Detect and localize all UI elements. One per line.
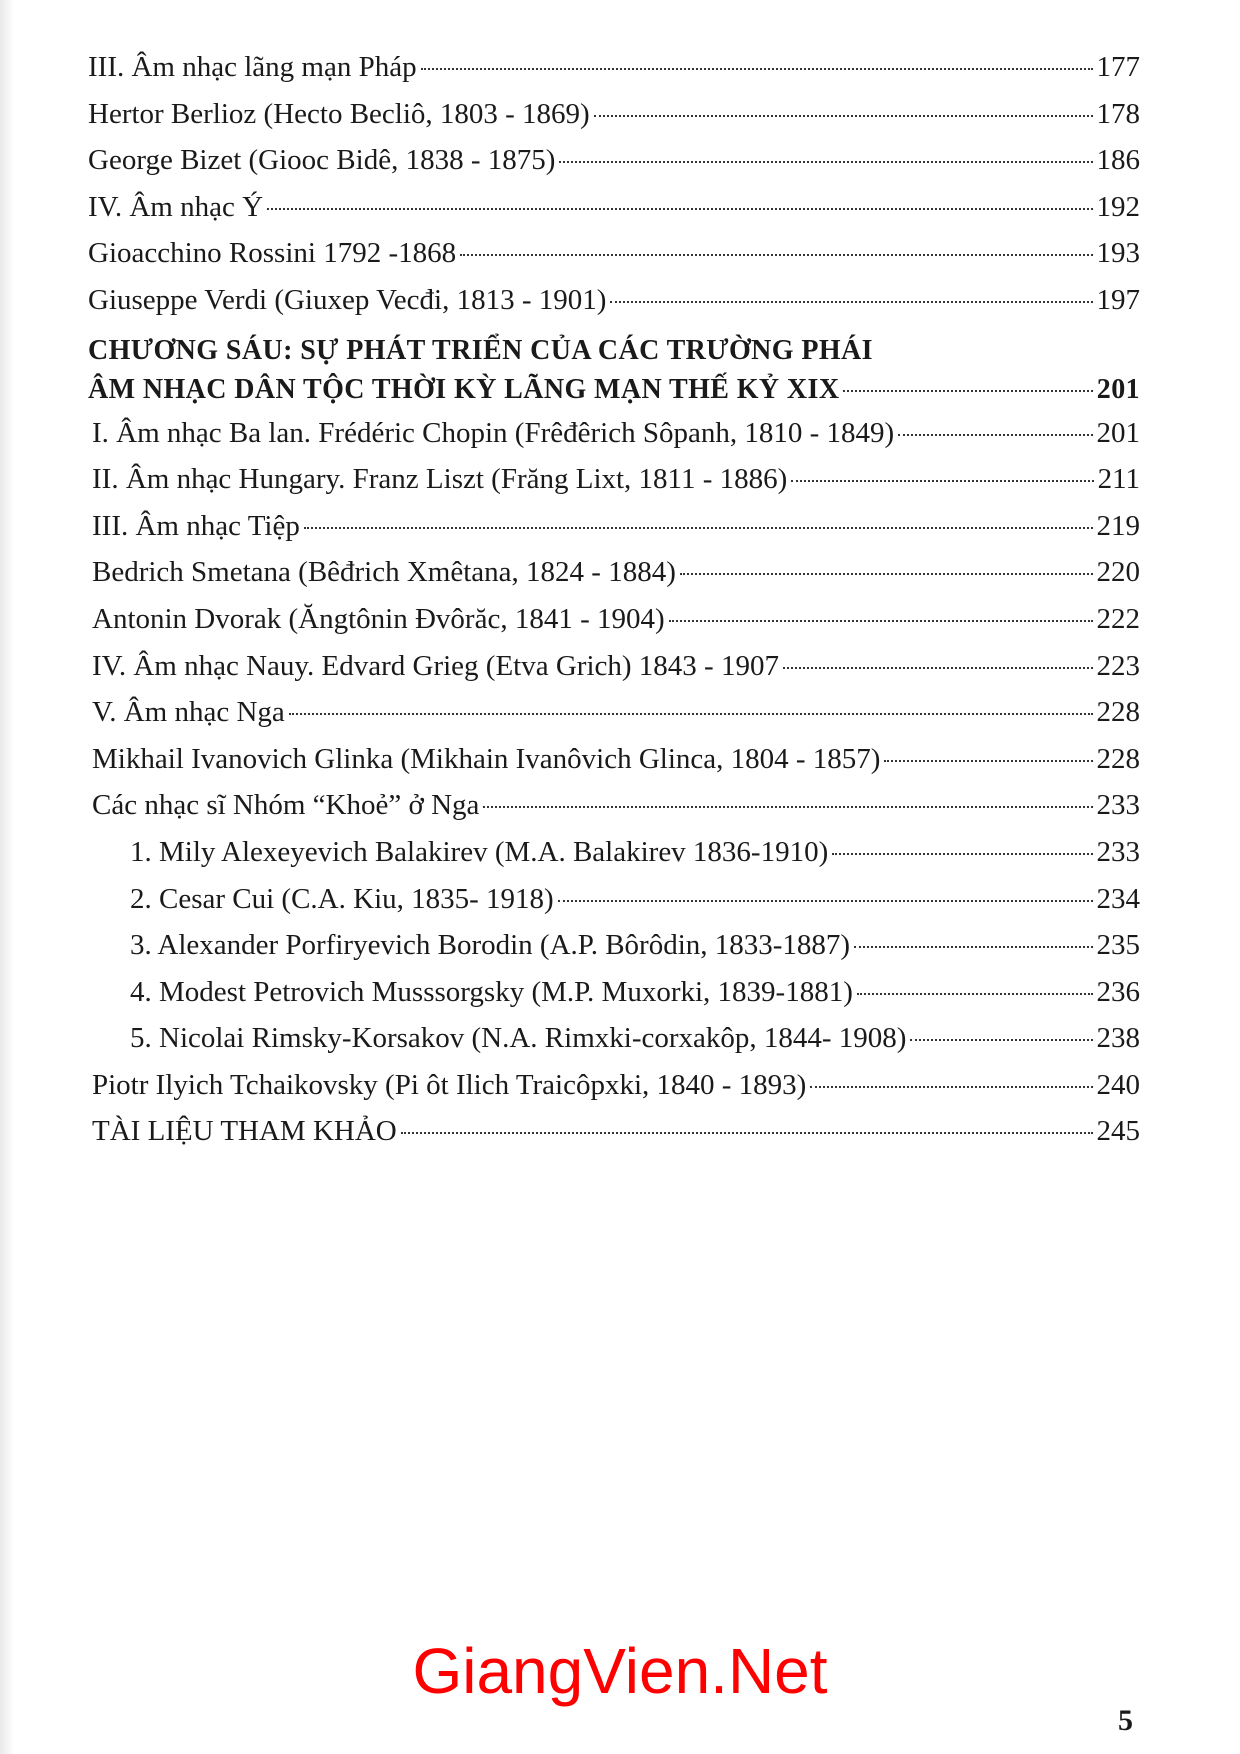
- toc-entry[interactable]: [88, 736, 1140, 783]
- toc-entry[interactable]: [88, 1108, 1140, 1155]
- toc-entry[interactable]: [88, 643, 1140, 690]
- dot-leader: [559, 161, 1092, 163]
- dot-leader: [267, 208, 1092, 210]
- dot-leader: [810, 1086, 1092, 1088]
- toc-entry-page: 201: [1096, 416, 1140, 449]
- toc-entry-page: 219: [1096, 509, 1140, 542]
- toc-entry-page: 234: [1096, 882, 1140, 915]
- watermark-text: GiangVien.Net: [412, 1635, 828, 1707]
- toc-entry-page: 177: [1096, 51, 1140, 83]
- page-edge-shadow: [0, 0, 14, 1754]
- dot-leader: [680, 573, 1093, 575]
- toc-subentry[interactable]: [88, 876, 1140, 923]
- toc-entry-title: 1. Mily Alexeyevich Balakirev (M.A. Balakirev 1836-1910): [130, 835, 829, 868]
- toc-entry[interactable]: [88, 277, 1140, 324]
- toc-entry-title: III. Âm nhạc lãng mạn Pháp: [88, 51, 417, 83]
- toc-subentry[interactable]: [88, 969, 1140, 1016]
- toc-entry-title: IV. Âm nhạc Ý: [88, 190, 264, 223]
- dot-leader: [669, 620, 1093, 622]
- dot-leader: [898, 434, 1092, 436]
- toc-entry[interactable]: [88, 230, 1140, 277]
- dot-leader: [884, 760, 1092, 762]
- dot-leader: [289, 713, 1093, 715]
- toc-entry[interactable]: [88, 91, 1140, 138]
- toc-entry[interactable]: [88, 549, 1140, 596]
- toc-entry-title: Antonin Dvorak (Ăngtônin Đvôrăc, 1841 - 1904): [92, 602, 665, 635]
- dot-leader: [401, 1132, 1093, 1134]
- toc-entry[interactable]: [88, 137, 1140, 184]
- dot-leader: [910, 1039, 1092, 1041]
- toc-entry-page: 223: [1096, 649, 1140, 682]
- toc-entry-page: 197: [1096, 283, 1140, 316]
- toc-entry-page: 178: [1096, 97, 1140, 130]
- page-number: 5: [1118, 1704, 1133, 1737]
- toc-entry-page: 240: [1096, 1068, 1140, 1101]
- toc-entry[interactable]: [88, 44, 1140, 91]
- toc-entry-title: George Bizet (Giooc Bidê, 1838 - 1875): [88, 144, 556, 177]
- toc-entry-title: Bedrich Smetana (Bêđrich Xmêtana, 1824 - 1884): [92, 556, 676, 589]
- toc-entry-title: 4. Modest Petrovich Musssorgsky (M.P. Muxorki, 1839-1881): [130, 975, 853, 1008]
- toc-entry-page: 236: [1096, 975, 1140, 1008]
- toc-entry[interactable]: [88, 410, 1140, 457]
- toc-entry-title: Gioacchino Rossini 1792 -1868: [88, 237, 457, 270]
- toc-entry-page: 228: [1096, 696, 1140, 729]
- toc-entry-page: 245: [1096, 1115, 1140, 1148]
- toc-entry-title: I. Âm nhạc Ba lan. Frédéric Chopin (Frêđêrich Sôpanh, 1810 - 1849): [92, 416, 895, 449]
- toc-entry-page: 235: [1096, 929, 1140, 962]
- toc-subentry[interactable]: [88, 1015, 1140, 1062]
- toc-entry-title: 5. Nicolai Rimsky-Korsakov (N.A. Rimxki-corxakôp, 1844- 1908): [130, 1022, 907, 1055]
- toc-entry-title: Piotr Ilyich Tchaikovsky (Pi ôt Ilich Traicôpxki, 1840 - 1893): [92, 1068, 807, 1101]
- dot-leader: [857, 993, 1093, 995]
- dot-leader: [460, 254, 1092, 256]
- dot-leader: [421, 68, 1093, 70]
- chapter-heading-text: CHƯƠNG SÁU: SỰ PHÁT TRIỂN CỦA CÁC TRƯỜNG PHÁI: [88, 334, 873, 366]
- toc-entry-title: 2. Cesar Cui (C.A. Kiu, 1835- 1918): [130, 882, 554, 915]
- toc-subentry[interactable]: [88, 829, 1140, 876]
- chapter-heading-text: ÂM NHẠC DÂN TỘC THỜI KỲ LÃNG MẠN THẾ KỶ XIX: [88, 373, 840, 405]
- dot-leader: [832, 853, 1092, 855]
- toc-entry-title: Mikhail Ivanovich Glinka (Mikhain Ivanôvich Glinca, 1804 - 1857): [92, 742, 881, 775]
- toc-entry-page: 233: [1096, 789, 1140, 822]
- toc-entry-title: Các nhạc sĩ Nhóm “Khoẻ” ở Nga: [92, 789, 480, 822]
- toc-entry-page: 192: [1096, 190, 1140, 223]
- toc-subentry[interactable]: [88, 922, 1140, 969]
- chapter-page: 201: [1096, 373, 1140, 405]
- toc-entry-page: 211: [1097, 463, 1140, 496]
- toc-entry-page: 228: [1096, 742, 1140, 775]
- dot-leader: [610, 301, 1092, 303]
- toc-entry-page: 193: [1096, 237, 1140, 270]
- toc-entry-page: 222: [1096, 602, 1140, 635]
- chapter-heading-line1[interactable]: [88, 332, 1140, 370]
- toc-entry-title: 3. Alexander Porfiryevich Borodin (A.P. Bôrôdin, 1833-1887): [130, 929, 851, 962]
- toc-entry-page: 233: [1096, 835, 1140, 868]
- toc-entry-title: Giuseppe Verdi (Giuxep Vecđi, 1813 - 1901): [88, 283, 607, 316]
- toc-entry-page: 186: [1096, 144, 1140, 177]
- table-of-contents: [88, 44, 1140, 1155]
- dot-leader: [304, 527, 1093, 529]
- toc-entry-title: Hertor Berlioz (Hecto Becliô, 1803 - 1869): [88, 97, 590, 130]
- dot-leader: [843, 390, 1092, 392]
- toc-entry-title: IV. Âm nhạc Nauy. Edvard Grieg (Etva Grich) 1843 - 1907: [92, 649, 779, 682]
- toc-entry[interactable]: [88, 689, 1140, 736]
- toc-entry-title: TÀI LIỆU THAM KHẢO: [92, 1115, 397, 1148]
- dot-leader: [854, 946, 1092, 948]
- toc-entry-page: 220: [1096, 556, 1140, 589]
- dot-leader: [783, 667, 1093, 669]
- dot-leader: [558, 900, 1093, 902]
- toc-entry[interactable]: [88, 503, 1140, 550]
- dot-leader: [483, 806, 1092, 808]
- toc-entry[interactable]: [88, 456, 1140, 503]
- chapter-heading-line2[interactable]: [88, 370, 1140, 410]
- toc-entry[interactable]: [88, 1062, 1140, 1109]
- dot-leader: [594, 115, 1093, 117]
- dot-leader: [791, 480, 1093, 482]
- toc-entry-page: 238: [1096, 1022, 1140, 1055]
- toc-entry-title: III. Âm nhạc Tiệp: [92, 509, 300, 542]
- toc-entry-title: II. Âm nhạc Hungary. Franz Liszt (Frăng Lixt, 1811 - 1886): [92, 463, 788, 496]
- toc-entry-title: V. Âm nhạc Nga: [92, 696, 285, 729]
- toc-entry[interactable]: [88, 596, 1140, 643]
- toc-entry[interactable]: [88, 184, 1140, 231]
- toc-entry[interactable]: [88, 782, 1140, 829]
